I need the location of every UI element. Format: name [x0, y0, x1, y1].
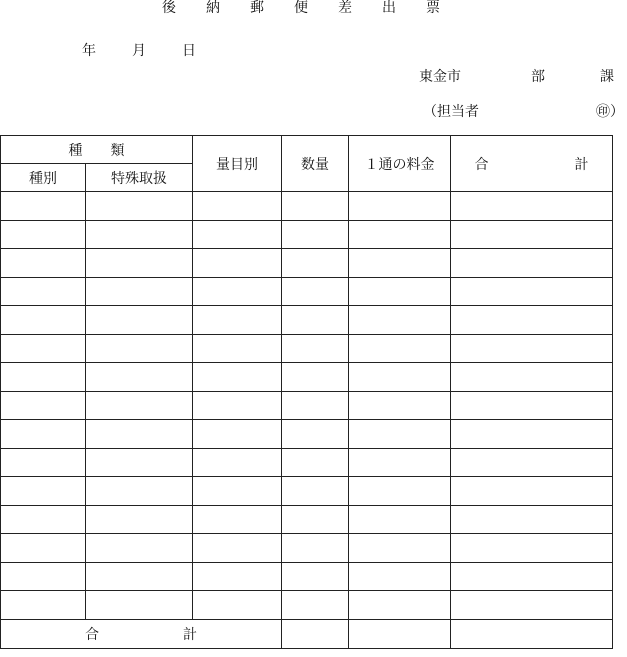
header-total-b: 計 [574, 156, 589, 173]
header-kind-a: 種 [68, 142, 83, 159]
unit-price-cell[interactable] [349, 363, 451, 392]
header-kind-b: 類 [110, 142, 125, 159]
type-cell[interactable] [1, 505, 86, 534]
date-day-label: 日 [182, 43, 196, 59]
quantity-cell[interactable] [282, 477, 349, 506]
table-row [1, 420, 613, 449]
quantity-cell[interactable] [282, 505, 349, 534]
type-cell[interactable] [1, 534, 86, 563]
title-char: 便 [294, 0, 308, 16]
total-cell[interactable] [451, 420, 613, 449]
footer-total-label [1, 619, 282, 648]
table-row [1, 277, 613, 306]
special-handling-cell[interactable] [86, 306, 193, 335]
total-cell[interactable] [451, 277, 613, 306]
weight-class-cell[interactable] [193, 591, 282, 620]
type-cell[interactable] [1, 391, 86, 420]
quantity-cell[interactable] [282, 391, 349, 420]
quantity-cell[interactable] [282, 448, 349, 477]
special-handling-cell[interactable] [86, 363, 193, 392]
unit-price-cell[interactable] [349, 505, 451, 534]
footer-total-a: 合 [85, 626, 99, 643]
quantity-cell[interactable] [282, 220, 349, 249]
header-unit-price: １通の料金 [349, 136, 451, 192]
title-char: 納 [206, 0, 220, 16]
department-city: 東金市 [419, 69, 461, 85]
special-handling-cell[interactable] [86, 192, 193, 221]
unit-price-cell[interactable] [349, 591, 451, 620]
special-handling-cell[interactable] [86, 448, 193, 477]
table-row [1, 505, 613, 534]
header-total [451, 136, 613, 192]
table-row [1, 448, 613, 477]
type-cell[interactable] [1, 448, 86, 477]
unit-price-cell[interactable] [349, 306, 451, 335]
special-handling-cell[interactable] [86, 562, 193, 591]
type-cell[interactable] [1, 334, 86, 363]
header-quantity: 数量 [282, 136, 349, 192]
date-year-label: 年 [82, 43, 96, 59]
total-cell[interactable] [451, 306, 613, 335]
table-row [1, 249, 613, 278]
type-cell[interactable] [1, 420, 86, 449]
header-special-handling: 特殊取扱 [86, 164, 193, 192]
quantity-cell[interactable] [282, 420, 349, 449]
type-cell[interactable] [1, 277, 86, 306]
quantity-cell[interactable] [282, 192, 349, 221]
table-row [1, 334, 613, 363]
quantity-cell[interactable] [282, 591, 349, 620]
unit-price-cell[interactable] [349, 391, 451, 420]
special-handling-cell[interactable] [86, 391, 193, 420]
contact-close-paren: ） [610, 104, 624, 120]
total-cell[interactable] [451, 334, 613, 363]
weight-class-cell[interactable] [193, 534, 282, 563]
quantity-cell[interactable] [282, 562, 349, 591]
table-row [1, 363, 613, 392]
title-char: 出 [382, 0, 396, 16]
table-body [1, 192, 613, 620]
special-handling-cell[interactable] [86, 249, 193, 278]
table-row [1, 534, 613, 563]
special-handling-cell[interactable] [86, 220, 193, 249]
header-type: 種別 [1, 164, 86, 192]
weight-class-cell[interactable] [193, 448, 282, 477]
weight-class-cell[interactable] [193, 306, 282, 335]
date-month-label: 月 [132, 43, 146, 59]
unit-price-cell[interactable] [349, 477, 451, 506]
table-row [1, 192, 613, 221]
total-cell[interactable] [451, 391, 613, 420]
total-cell[interactable] [451, 477, 613, 506]
total-cell[interactable] [451, 591, 613, 620]
type-cell[interactable] [1, 363, 86, 392]
quantity-cell[interactable] [282, 534, 349, 563]
unit-price-cell[interactable] [349, 334, 451, 363]
table-row [1, 306, 613, 335]
total-cell[interactable] [451, 534, 613, 563]
special-handling-cell[interactable] [86, 477, 193, 506]
weight-class-cell[interactable] [193, 220, 282, 249]
weight-class-cell[interactable] [193, 192, 282, 221]
total-cell[interactable] [451, 562, 613, 591]
type-cell[interactable] [1, 192, 86, 221]
weight-class-cell[interactable] [193, 249, 282, 278]
unit-price-cell[interactable] [349, 249, 451, 278]
type-cell[interactable] [1, 220, 86, 249]
postage-form-table [0, 135, 613, 649]
date-line [82, 44, 232, 58]
type-cell[interactable] [1, 562, 86, 591]
unit-price-cell[interactable] [349, 277, 451, 306]
special-handling-cell[interactable] [86, 591, 193, 620]
weight-class-cell[interactable] [193, 420, 282, 449]
quantity-cell[interactable] [282, 277, 349, 306]
special-handling-cell[interactable] [86, 534, 193, 563]
weight-class-cell[interactable] [193, 334, 282, 363]
special-handling-cell[interactable] [86, 277, 193, 306]
department-ka-label: 課 [600, 69, 614, 85]
quantity-cell[interactable] [282, 334, 349, 363]
type-cell[interactable] [1, 477, 86, 506]
unit-price-cell[interactable] [349, 220, 451, 249]
total-cell[interactable] [451, 192, 613, 221]
contact-person-label: （担当者 [423, 104, 479, 120]
footer-total-b: 計 [183, 626, 197, 643]
title-char: 差 [338, 0, 352, 16]
title-char: 後 [162, 0, 176, 16]
quantity-cell[interactable] [282, 249, 349, 278]
header-weight-class: 量目別 [193, 136, 282, 192]
title-char: 郵 [250, 0, 264, 16]
table-row [1, 477, 613, 506]
weight-class-cell[interactable] [193, 277, 282, 306]
header-kind [1, 136, 193, 164]
weight-class-cell[interactable] [193, 363, 282, 392]
special-handling-cell[interactable] [86, 505, 193, 534]
total-cell[interactable] [451, 448, 613, 477]
weight-class-cell[interactable] [193, 505, 282, 534]
weight-class-cell[interactable] [193, 391, 282, 420]
unit-price-cell[interactable] [349, 420, 451, 449]
table-row [1, 391, 613, 420]
special-handling-cell[interactable] [86, 334, 193, 363]
table-row [1, 562, 613, 591]
total-cell[interactable] [451, 363, 613, 392]
footer-unit-price-cell[interactable] [349, 619, 451, 648]
page-title [162, 1, 470, 15]
unit-price-cell[interactable] [349, 192, 451, 221]
type-cell[interactable] [1, 249, 86, 278]
table-row [1, 591, 613, 620]
type-cell[interactable] [1, 591, 86, 620]
type-cell[interactable] [1, 306, 86, 335]
footer-total-cell[interactable] [451, 619, 613, 648]
weight-class-cell[interactable] [193, 477, 282, 506]
quantity-cell[interactable] [282, 306, 349, 335]
total-cell[interactable] [451, 220, 613, 249]
unit-price-cell[interactable] [349, 448, 451, 477]
unit-price-cell[interactable] [349, 562, 451, 591]
quantity-cell[interactable] [282, 363, 349, 392]
unit-price-cell[interactable] [349, 534, 451, 563]
special-handling-cell[interactable] [86, 420, 193, 449]
footer-quantity-cell[interactable] [282, 619, 349, 648]
department-bu-label: 部 [531, 69, 545, 85]
title-char: 票 [426, 0, 440, 16]
total-cell[interactable] [451, 505, 613, 534]
weight-class-cell[interactable] [193, 562, 282, 591]
header-total-a: 合 [474, 156, 489, 173]
total-cell[interactable] [451, 249, 613, 278]
seal-mark: ㊞ [596, 104, 610, 120]
table-row [1, 220, 613, 249]
